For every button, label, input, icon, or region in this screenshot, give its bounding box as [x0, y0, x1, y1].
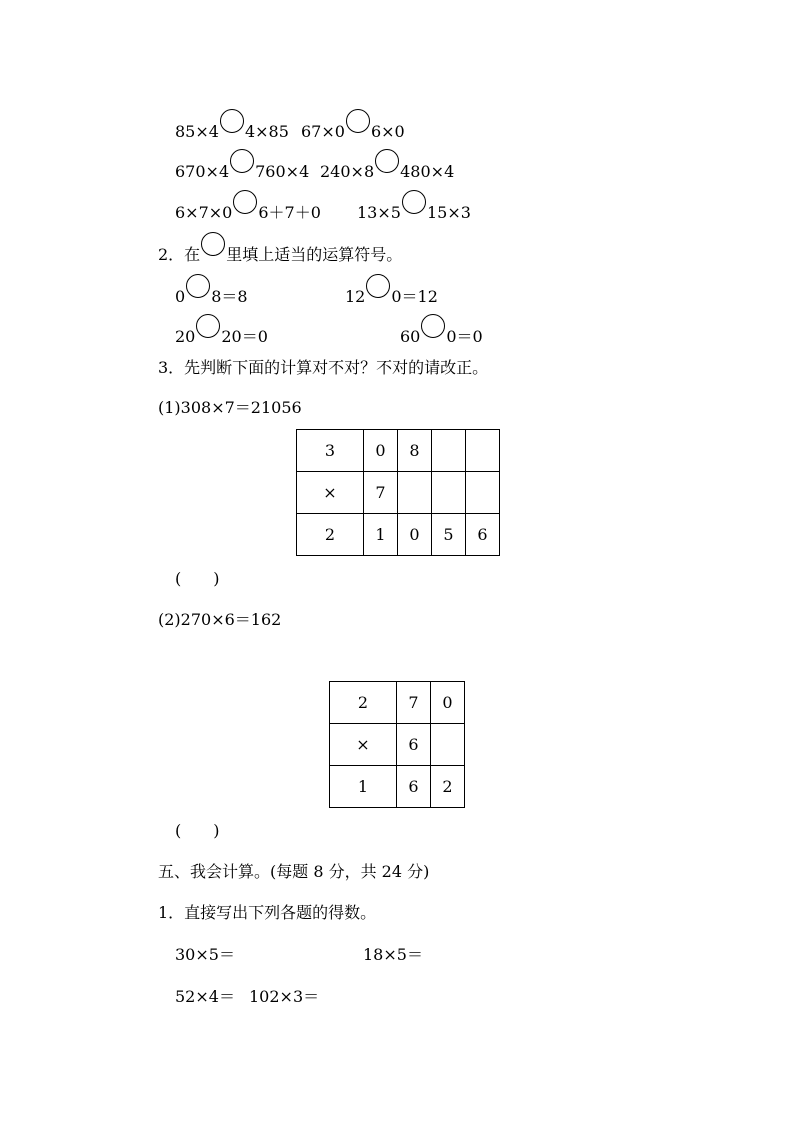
answer-circle[interactable] [233, 190, 257, 214]
q3-sub1-answer[interactable]: ( ) [175, 569, 220, 588]
section5-title: 五、我会计算。(每题 8 分，共 24 分) [158, 862, 430, 881]
grid-cell [432, 472, 466, 514]
grid-cell: 7 [364, 472, 398, 514]
q3-sub2-grid [329, 681, 465, 808]
grid-row [297, 514, 500, 556]
calc-item: 30×5＝ [175, 945, 235, 964]
expr-left: 240×8 [320, 162, 375, 181]
answer-circle[interactable] [196, 314, 220, 338]
answer-circle[interactable] [346, 109, 370, 133]
compare-row-1b [301, 115, 405, 142]
grid-cell: 0 [431, 682, 465, 724]
calc-item: 102×3＝ [249, 987, 320, 1006]
expr-right: 760×4 [255, 162, 310, 181]
grid-cell: 2 [330, 682, 397, 724]
grid-cell: 0 [398, 514, 432, 556]
grid-cell [431, 724, 465, 766]
calc-item: 18×5＝ [363, 945, 423, 964]
expr-left: 67×0 [301, 122, 345, 141]
compare-row-2 [175, 155, 309, 182]
grid-cell: × [297, 472, 364, 514]
grid-cell: 0 [364, 430, 398, 472]
grid-cell: 8 [398, 430, 432, 472]
answer-circle[interactable] [402, 190, 426, 214]
operand: 60 [400, 327, 421, 346]
answer-circle[interactable] [186, 274, 210, 298]
expr-left: 670×4 [175, 162, 230, 181]
q3-sub2-label: (2)270×6＝162 [158, 610, 282, 629]
expr-right: 4×85 [244, 122, 289, 141]
grid-cell: × [330, 724, 397, 766]
grid-cell: 5 [432, 514, 466, 556]
compare-row-2b [320, 155, 454, 182]
operand: 0 [175, 287, 186, 306]
answer-circle[interactable] [421, 314, 445, 338]
expr-right: 6＋7＋0 [258, 203, 321, 222]
expr-left: 85×4 [175, 122, 219, 141]
q2-title-pre: 2．在 [158, 245, 201, 264]
compare-row-3 [175, 196, 321, 223]
q2-item-4 [400, 320, 483, 347]
operand: 8＝8 [211, 287, 248, 306]
grid-cell: 2 [431, 766, 465, 808]
compare-row-3b [357, 196, 471, 223]
grid-row [330, 724, 465, 766]
q2-item-2 [345, 280, 438, 307]
grid-cell [466, 430, 500, 472]
grid-cell: 6 [397, 724, 431, 766]
grid-cell [398, 472, 432, 514]
expr-right: 15×3 [426, 203, 471, 222]
q2-title-post: 里填上适当的运算符号。 [226, 245, 403, 264]
grid-cell [432, 430, 466, 472]
grid-row [297, 430, 500, 472]
grid-cell: 1 [330, 766, 397, 808]
operand: 20＝0 [221, 327, 268, 346]
expr-left: 13×5 [357, 203, 401, 222]
expr-right: 6×0 [370, 122, 405, 141]
q3-sub2-answer[interactable]: ( ) [175, 821, 220, 840]
grid-cell: 1 [364, 514, 398, 556]
compare-row-1 [175, 115, 289, 142]
grid-cell: 7 [397, 682, 431, 724]
q3-title: 3．先判断下面的计算对不对？不对的请改正。 [158, 358, 489, 377]
grid-cell: 6 [466, 514, 500, 556]
answer-circle[interactable] [375, 149, 399, 173]
grid-row [297, 472, 500, 514]
answer-circle[interactable] [220, 109, 244, 133]
section5-q1-title: 1．直接写出下列各题的得数。 [158, 903, 377, 922]
answer-circle[interactable] [366, 274, 390, 298]
q2-item-3 [175, 320, 268, 347]
operand: 0＝0 [446, 327, 483, 346]
operand: 0＝12 [391, 287, 438, 306]
q2-item-1 [175, 280, 248, 307]
q3-sub1-label: (1)308×7＝21056 [158, 398, 302, 417]
grid-row [330, 766, 465, 808]
q3-sub1-grid [296, 429, 500, 556]
expr-left: 6×7×0 [175, 203, 233, 222]
q2-title [158, 238, 402, 265]
calc-item: 52×4＝ [175, 987, 235, 1006]
grid-cell: 2 [297, 514, 364, 556]
grid-cell: 3 [297, 430, 364, 472]
grid-cell [466, 472, 500, 514]
operand: 20 [175, 327, 196, 346]
expr-right: 480×4 [400, 162, 455, 181]
operand: 12 [345, 287, 366, 306]
answer-circle[interactable] [230, 149, 254, 173]
grid-row [330, 682, 465, 724]
circle-icon [201, 232, 225, 256]
grid-cell: 6 [397, 766, 431, 808]
